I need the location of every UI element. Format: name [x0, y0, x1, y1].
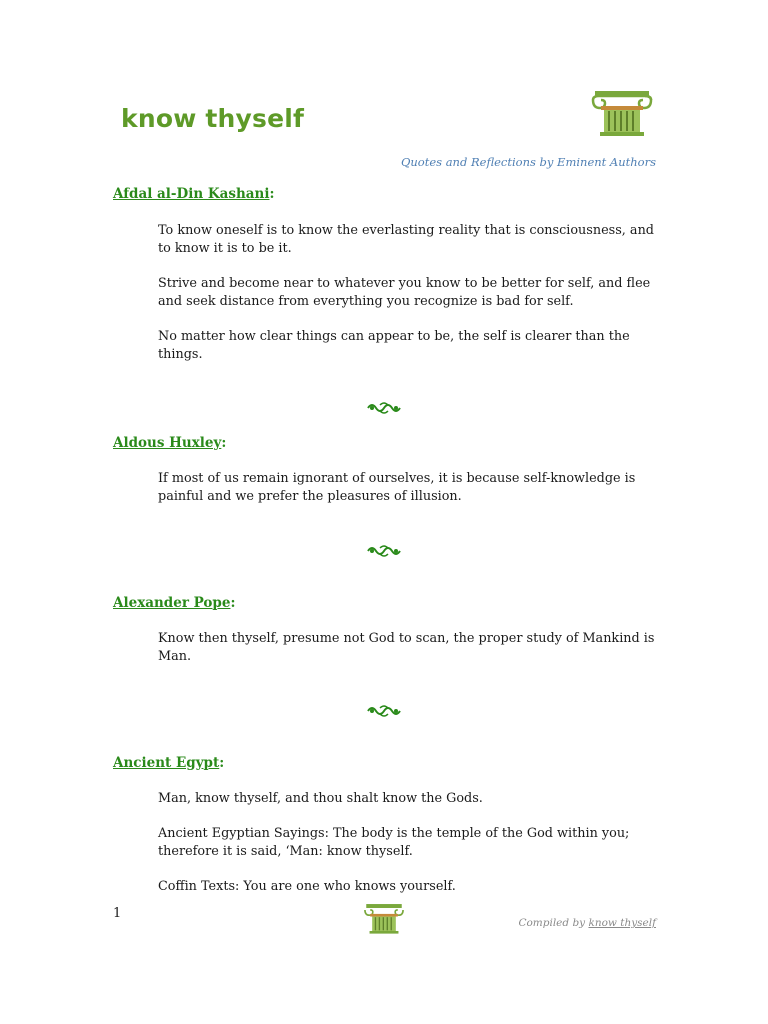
author-heading	[113, 595, 235, 611]
author-heading	[113, 755, 224, 771]
footer-credit-link[interactable]: know thyself	[588, 917, 656, 929]
footer-credit	[518, 917, 656, 929]
ionic-column-icon	[361, 902, 407, 935]
quote-text: Strive and become near to whatever you know to be better for self, and flee and seek distance from everything you recognize is bad for self.	[158, 276, 651, 309]
document-subtitle: Quotes and Reflections by Eminent Authors	[400, 155, 656, 169]
author-colon: :	[219, 755, 225, 771]
quote-text: Ancient Egyptian Sayings: The body is the temple of the God within you; therefore it is said, ‘Man: know thyself.	[158, 826, 630, 859]
quote-text: No matter how clear things can appear to be, the self is clearer than the things.	[158, 329, 630, 362]
author-heading	[113, 186, 274, 202]
author-link[interactable]: Aldous Huxley	[113, 435, 222, 451]
quote-text: To know oneself is to know the everlasting reality that is consciousness, and to know it is to be it.	[158, 223, 654, 256]
author-heading	[113, 435, 226, 451]
author-colon: :	[230, 595, 236, 611]
author-colon: :	[269, 186, 275, 202]
ionic-column-icon	[587, 88, 657, 138]
document-title: know thyself	[121, 104, 305, 133]
quote-text: Man, know thyself, and thou shalt know the Gods.	[158, 791, 483, 806]
quote-text: If most of us remain ignorant of ourselves, it is because self-knowledge is painful and we prefer the pleasures of illusion.	[158, 471, 636, 504]
page-number: 1	[113, 906, 122, 921]
scroll-ornament-icon	[366, 544, 402, 558]
scroll-ornament-icon	[366, 401, 402, 415]
quote-text: Know then thyself, presume not God to scan, the proper study of Mankind is Man.	[158, 631, 655, 664]
author-link[interactable]: Ancient Egypt	[113, 755, 220, 771]
scroll-ornament-icon	[366, 704, 402, 718]
author-colon: :	[221, 435, 227, 451]
author-link[interactable]: Alexander Pope	[113, 595, 231, 611]
quote-text: Coffin Texts: You are one who knows yourself.	[158, 879, 456, 894]
author-link[interactable]: Afdal al-Din Kashani	[113, 186, 270, 202]
footer-credit-prefix: Compiled by	[518, 917, 589, 929]
